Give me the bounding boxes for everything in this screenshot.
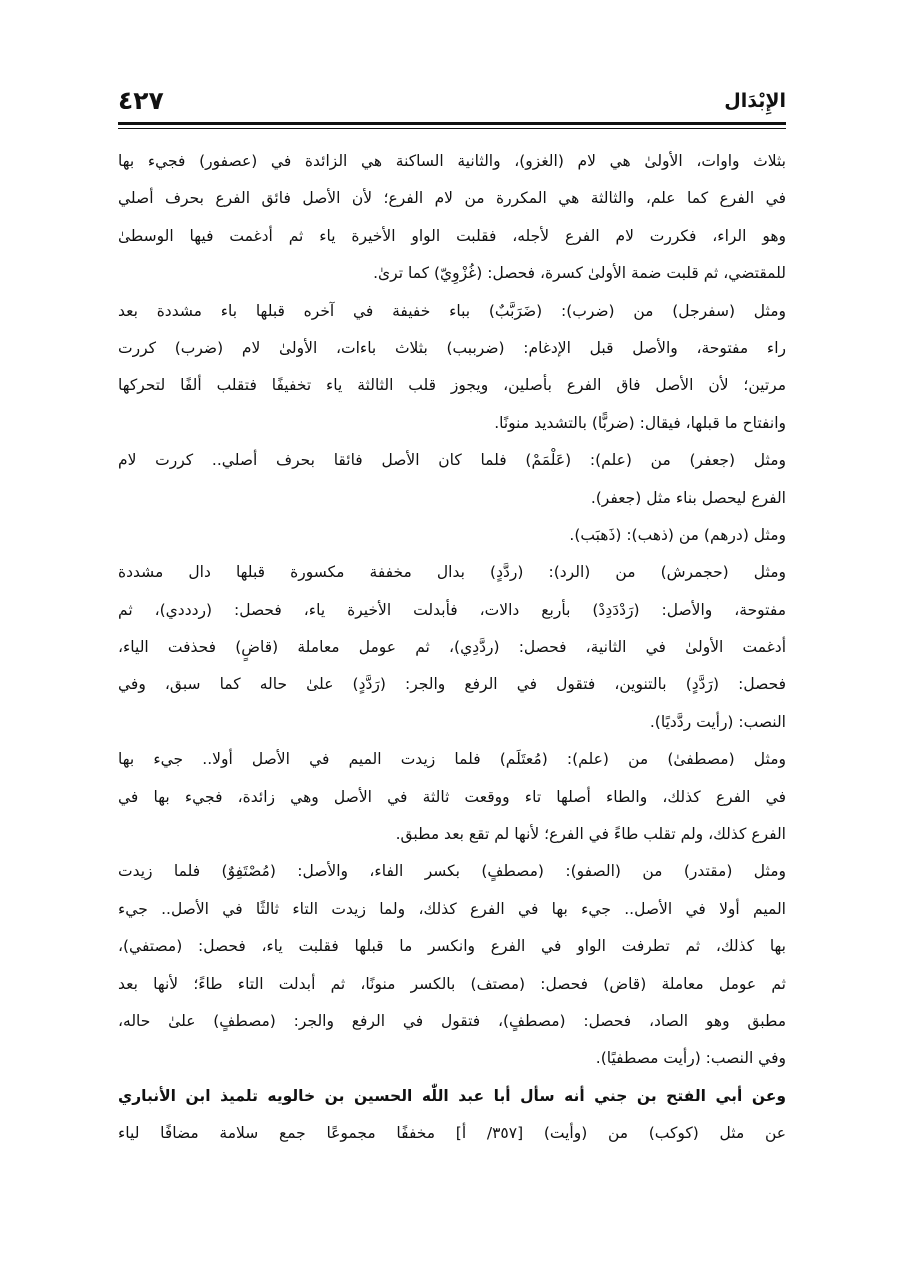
text-line: راء مفتوحة، والأصل قبل الإدغام: (ضرببب) بثلاث باءات، الأولىٰ لام (ضرب) كررت bbox=[118, 338, 786, 357]
text-line: للمقتضي، ثم قلبت ضمة الأولىٰ كسرة، فحصل: (غُزْوِيّ) كما ترىٰ. bbox=[373, 264, 786, 283]
text-line: مفتوحة، والأصل: (رَدْدَدِدْ) بأربع دالات، فأبدلت الأخيرة ياء، فحصل: (ردددي)، ثم bbox=[118, 600, 786, 619]
text-line: النصب: (رأيت ردَّديًا). bbox=[649, 712, 786, 731]
text-line: ومثل (مصطفىٰ) من (علم): (مُعتَلَم) فلما زيدت الميم في الأصل أولا.. جيء بها bbox=[118, 750, 786, 769]
header-rule-thick bbox=[118, 122, 786, 125]
text-line: في الفرع كذلك، والطاء أصلها تاء ووقعت ثالثة في الأصل وهي زائدة، فجيء بها في bbox=[118, 787, 786, 806]
text-line: ومثل (مقتدر) من (الصفو): (مصطفٍ) بكسر الفاء، والأصل: (مُصْتَفِوٌ) فلما زيدت bbox=[118, 862, 786, 881]
text-line: ومثل (سفرجل) من (ضرب): (ضَرَبَّبٌ) بباء خفيفة في آخره قبلها باء مشددة بعد bbox=[118, 301, 786, 320]
text-line: في الفرع كما علم، والثالثة هي المكررة من لام الفرع؛ لأن الأصل فائق الفرع بحرف أصلي bbox=[118, 189, 786, 208]
text-line: مرتين؛ لأن الأصل فاق الفرع بأصلين، ويجوز قلب الثالثة ياء تخفيفًا فتقلب ألفًا لتحركها bbox=[118, 376, 786, 395]
text-line: ثم عومل معاملة (قاض) فحصل: (مصتف) بالكسر منونًا، ثم أبدلت التاء طاءً؛ لأنها بعد bbox=[118, 974, 786, 993]
text-line: الفرع كذلك، ولم تقلب طاءً في الفرع؛ لأنها لم تقع بعد مطبق. bbox=[395, 825, 786, 844]
text-line: وعن أبي الفتح بن جني أنه سأل أبا عبد اللّٰه الحسين بن خالويه تلميذ ابن الأنباري bbox=[118, 1086, 786, 1105]
header-rule-thin bbox=[118, 128, 786, 129]
text-line: وانفتاح ما قبلها، فيقال: (ضربًّا) بالتشديد منونًا. bbox=[494, 413, 786, 432]
body-text bbox=[118, 143, 786, 1153]
text-line: وهو الراء، فكررت لام الفرع لأجله، فقلبت الواو الأخيرة ياء ثم أدغمت فيها الوسطىٰ bbox=[118, 226, 786, 245]
text-line: ومثل (درهم) من (ذهب): (ذَهبَب). bbox=[569, 525, 786, 544]
text-line: ومثل (جعفر) من (علم): (عَلْمَمْ) فلما كان الأصل فائقا بحرف أصلي.. كررت لام bbox=[118, 451, 786, 470]
text-line: بها كذلك، ثم تطرفت الواو في الفرع وانكسر ما قبلها فقلبت ياء، فحصل: (مصتفي)، bbox=[118, 937, 786, 956]
text-line: بثلاث واوات، الأولىٰ هي لام (الغزو)، والثانية الساكنة هي الزائدة في (عصفور) فجيء بها bbox=[118, 152, 786, 170]
text-line: فحصل: (رَدَّدٍ) بالتنوين، فتقول في الرفع والجر: (رَدَّدٍ) علىٰ حاله كما سبق، وفي bbox=[118, 675, 786, 694]
text-line: عن مثل (كوكب) من (وأيت) [٣٥٧/ أ] مخففًا مجموعًا جمع سلامة مضافًا لياء bbox=[118, 1124, 786, 1143]
text-line: مطبق وهو الصاد، فحصل: (مصطفٍ)، فتقول في الرفع والجر: (مصطفٍ) علىٰ حاله، bbox=[118, 1011, 786, 1030]
page-header bbox=[118, 86, 786, 120]
text-line: ومثل (حجمرش) من (الرد): (ردَّدٍ) بدال مخففة مكسورة قبلها دال مشددة bbox=[118, 563, 786, 582]
text-line: الميم أولا في الأصل.. جيء بها في الفرع كذلك، ولما زيدت التاء ثالثًا في الأصل.. جيء bbox=[118, 899, 786, 918]
text-line: وفي النصب: (رأيت مصطفيًا). bbox=[595, 1049, 786, 1068]
text-line: الفرع ليحصل بناء مثل (جعفر). bbox=[590, 488, 786, 507]
text-line: أدغمت الأولىٰ في الثانية، فحصل: (ردَّدِي)، ثم عومل معاملة (قاضٍ) فحذفت الياء، bbox=[118, 638, 786, 657]
running-title: الإِبْدَال bbox=[724, 90, 786, 112]
page-number: ٤٢٧ bbox=[118, 86, 164, 115]
